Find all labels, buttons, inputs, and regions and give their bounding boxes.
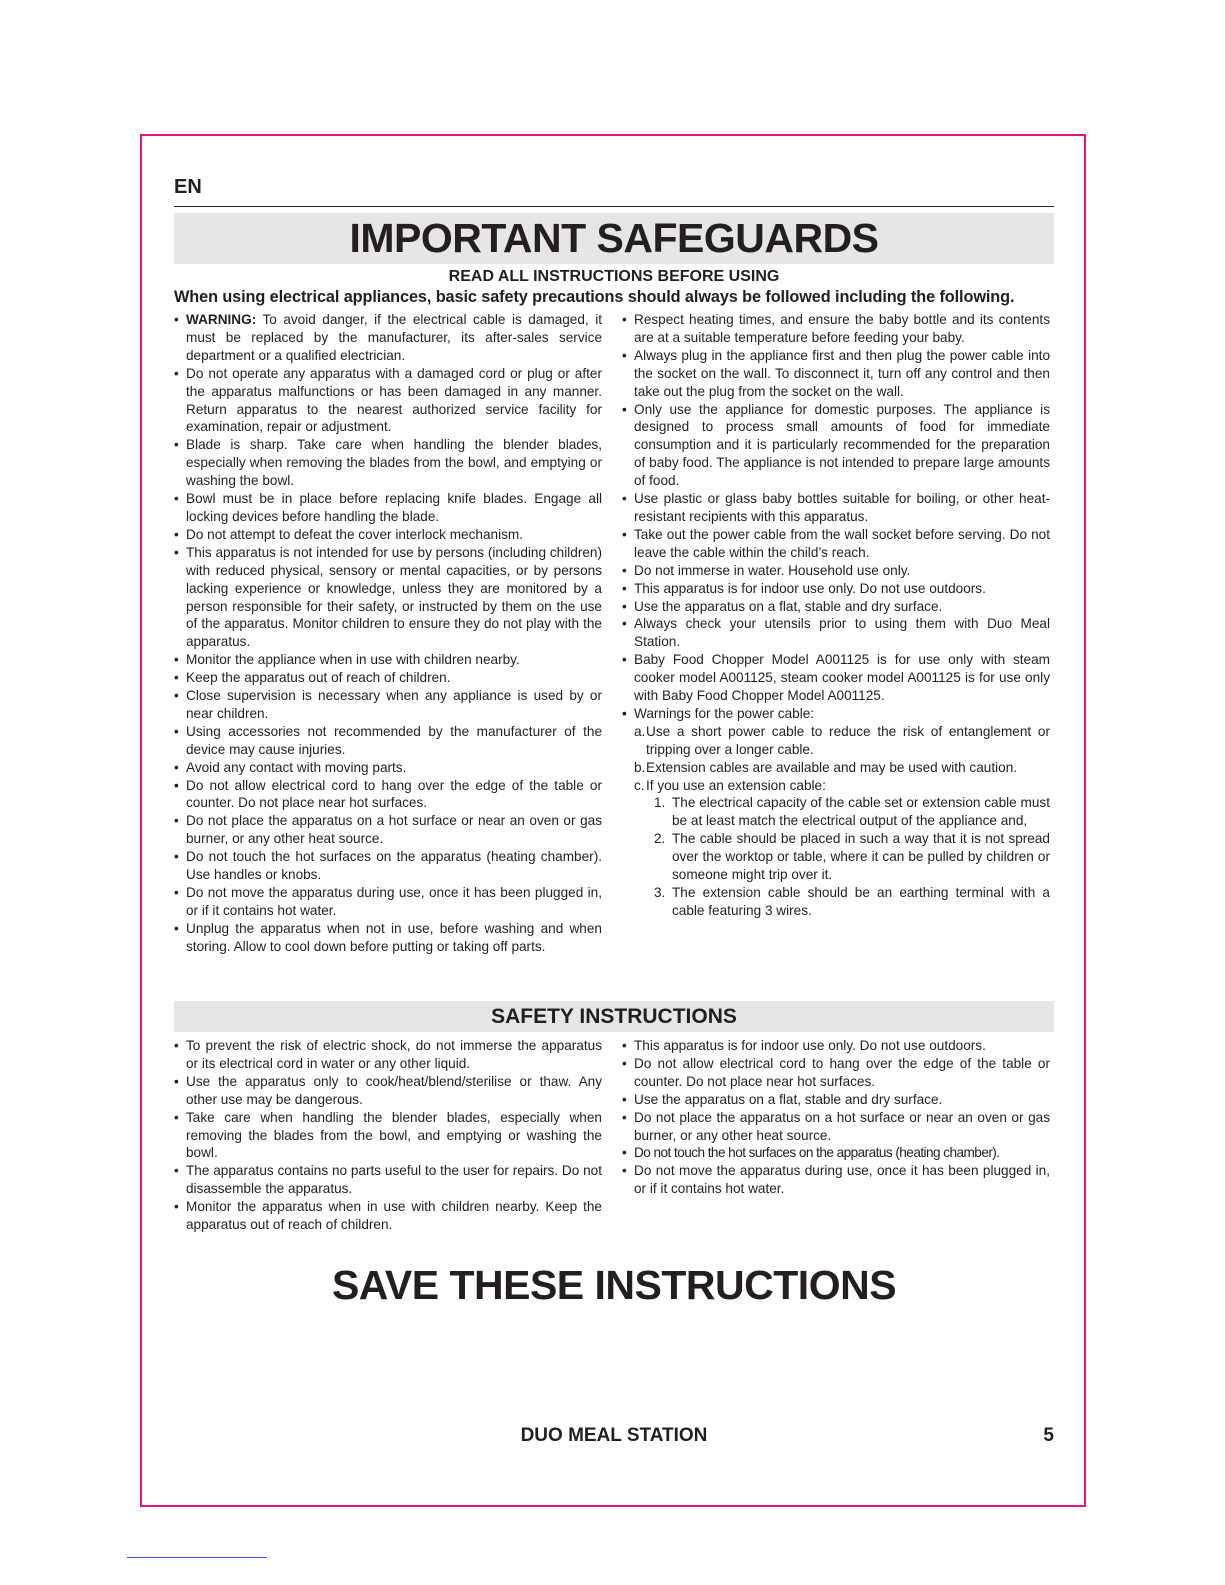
safety-right-column bbox=[622, 1037, 1050, 1198]
list-item: • Blade is sharp. Take care when handling the blender blades, especially when removing the blades from the bowl, and emptying or washing the bowl. bbox=[174, 436, 602, 490]
list-item: • Use the apparatus on a flat, stable and dry surface. bbox=[622, 1091, 1050, 1109]
list-item: • Do not operate any apparatus with a damaged cord or plug or after the apparatus malfunctions or has been damaged in any manner. Return apparatus to the nearest authorized service facility for examination, repair or adjustment. bbox=[174, 365, 602, 437]
title-band bbox=[174, 213, 1054, 264]
list-item: • Do not touch the hot surfaces on the apparatus (heating chamber). Use handles or knobs. bbox=[174, 848, 602, 884]
footer-product-name: DUO MEAL STATION bbox=[520, 1425, 708, 1446]
list-item: • This apparatus is for indoor use only. Do not use outdoors. bbox=[622, 1037, 1050, 1055]
list-item: • Baby Food Chopper Model A001125 is for use only with steam cooker model A001125, steam cooker model A001125 is for use only with Baby Food Chopper Model A001125. bbox=[622, 651, 1050, 705]
list-item: • Avoid any contact with moving parts. bbox=[174, 759, 602, 777]
safety-left-column bbox=[174, 1037, 602, 1234]
list-marker: 3. bbox=[654, 885, 666, 900]
extension-rule-item bbox=[622, 884, 1050, 920]
list-item: • Using accessories not recommended by the manufacturer of the device may cause injuries. bbox=[174, 723, 602, 759]
extension-rule-item bbox=[622, 794, 1050, 830]
list-marker: b. bbox=[634, 759, 646, 775]
list-item: • Close supervision is necessary when any appliance is used by or near children. bbox=[174, 687, 602, 723]
safety-instructions-heading: SAFETY INSTRUCTIONS bbox=[491, 1004, 737, 1028]
lead-paragraph: When using electrical appliances, basic safety precautions should always be followed including the following. bbox=[174, 288, 1015, 306]
list-item: • Monitor the appliance when in use with children nearby. bbox=[174, 651, 602, 669]
save-instructions-heading: SAVE THESE INSTRUCTIONS bbox=[331, 1262, 897, 1308]
list-item: • Monitor the apparatus when in use with children nearby. Keep the apparatus out of reach of children. bbox=[174, 1198, 602, 1234]
list-marker: c. bbox=[634, 777, 645, 793]
list-item: • Do not allow electrical cord to hang over the edge of the table or counter. Do not place near hot surfaces. bbox=[174, 777, 602, 813]
header-divider bbox=[174, 206, 1054, 207]
list-item: • Only use the appliance for domestic purposes. The appliance is designed to process small amounts of food for immediate consumption and it is particularly recommended for the preparation of baby food. The appliance is not intended to prepare large amounts of food. bbox=[622, 401, 1050, 491]
list-item: • Use the apparatus on a flat, stable and dry surface. bbox=[622, 598, 1050, 616]
safeguards-left-column bbox=[174, 311, 602, 956]
list-item: • Do not place the apparatus on a hot surface or near an oven or gas burner, or any other heat source. bbox=[174, 812, 602, 848]
language-label: EN bbox=[174, 176, 202, 198]
list-item: • Use the apparatus only to cook/heat/blend/sterilise or thaw. Any other use may be dangerous. bbox=[174, 1073, 602, 1109]
list-item-text: The cable should be placed in such a way that it is not spread over the worktop or table, where it can be pulled by children or someone might trip over it. bbox=[672, 831, 1050, 883]
list-item: • Do not move the apparatus during use, once it has been plugged in, or if it contains hot water. bbox=[174, 884, 602, 920]
list-item-text: To avoid danger, if the electrical cable is damaged, it must be replaced by the manufacturer, its after-sales service department or a qualified electrician. bbox=[186, 312, 602, 363]
list-item: • Always check your utensils prior to using them with Duo Meal Station. bbox=[622, 615, 1050, 651]
list-marker: 1. bbox=[654, 795, 666, 811]
list-item: • This apparatus is for indoor use only. Do not use outdoors. bbox=[622, 580, 1050, 598]
list-marker: a. bbox=[634, 723, 646, 739]
page-title: IMPORTANT SAFEGUARDS bbox=[349, 215, 879, 261]
list-item: • Do not move the apparatus during use, once it has been plugged in, or if it contains hot water. bbox=[622, 1162, 1050, 1198]
cable-warning-item bbox=[622, 759, 1050, 777]
safeguards-right-column bbox=[622, 311, 1050, 920]
bottom-underline bbox=[127, 1557, 267, 1558]
list-item-text: Extension cables are available and may be used with caution. bbox=[646, 759, 1018, 775]
list-item: • Take out the power cable from the wall socket before serving. Do not leave the cable within the child’s reach. bbox=[622, 526, 1050, 562]
cable-warning-item bbox=[622, 777, 1050, 795]
list-item-text: Use a short power cable to reduce the risk of entanglement or tripping over a longer cable. bbox=[646, 723, 1050, 757]
list-item: • Bowl must be in place before replacing knife blades. Engage all locking devices before handling the blade. bbox=[174, 490, 602, 526]
list-item: • To prevent the risk of electric shock, do not immerse the apparatus or its electrical cord in water or any other liquid. bbox=[174, 1037, 602, 1073]
list-item: • Keep the apparatus out of reach of children. bbox=[174, 669, 602, 687]
cable-warning-item bbox=[622, 723, 1050, 759]
list-item: • Do not immerse in water. Household use only. bbox=[622, 562, 1050, 580]
list-item: • Respect heating times, and ensure the baby bottle and its contents are at a suitable temperature before feeding your baby. bbox=[622, 311, 1050, 347]
list-item: • Do not allow electrical cord to hang over the edge of the table or counter. Do not place near hot surfaces. bbox=[622, 1055, 1050, 1091]
list-item: • Unplug the apparatus when not in use, before washing and when storing. Allow to cool down before putting or taking off parts. bbox=[174, 920, 602, 956]
list-item: • Take care when handling the blender blades, especially when removing the blades from the bowl, and emptying or washing the bowl. bbox=[174, 1109, 602, 1163]
list-item-text: If you use an extension cable: bbox=[646, 777, 826, 793]
list-item: • Do not touch the hot surfaces on the apparatus (heating chamber). bbox=[622, 1144, 1050, 1162]
list-item: • Do not attempt to defeat the cover interlock mechanism. bbox=[174, 526, 602, 544]
page-number: 5 bbox=[1043, 1425, 1054, 1446]
list-item: • Always plug in the appliance first and then plug the power cable into the socket on the wall. To disconnect it, turn off any control and then take out the plug from the socket on the wall. bbox=[622, 347, 1050, 401]
warning-label: WARNING: bbox=[186, 312, 257, 327]
list-item: • The apparatus contains no parts useful to the user for repairs. Do not disassemble the apparatus. bbox=[174, 1162, 602, 1198]
list-item bbox=[174, 311, 602, 365]
safety-instructions-band bbox=[174, 1001, 1054, 1032]
list-item-text: The extension cable should be an earthing terminal with a cable featuring 3 wires. bbox=[672, 885, 1050, 918]
list-item: • Use plastic or glass baby bottles suitable for boiling, or other heat-resistant recipients with this apparatus. bbox=[622, 490, 1050, 526]
list-item: • Do not place the apparatus on a hot surface or near an oven or gas burner, or any other heat source. bbox=[622, 1109, 1050, 1145]
read-instructions-subtitle: READ ALL INSTRUCTIONS BEFORE USING bbox=[448, 268, 780, 285]
extension-rule-item bbox=[622, 830, 1050, 884]
list-marker: 2. bbox=[654, 831, 666, 847]
list-item: • This apparatus is not intended for use by persons (including children) with reduced physical, sensory or mental capacities, or by persons lacking experience or knowledge, unless they are monitored by a person responsible for their safety, or instructed by them on the use of the apparatus. Monitor children to ensure they do not play with the apparatus. bbox=[174, 544, 602, 651]
list-item: • Warnings for the power cable: bbox=[622, 705, 1050, 723]
list-item-text: The electrical capacity of the cable set or extension cable must be at least match the electrical output of the appliance and, bbox=[672, 795, 1050, 829]
